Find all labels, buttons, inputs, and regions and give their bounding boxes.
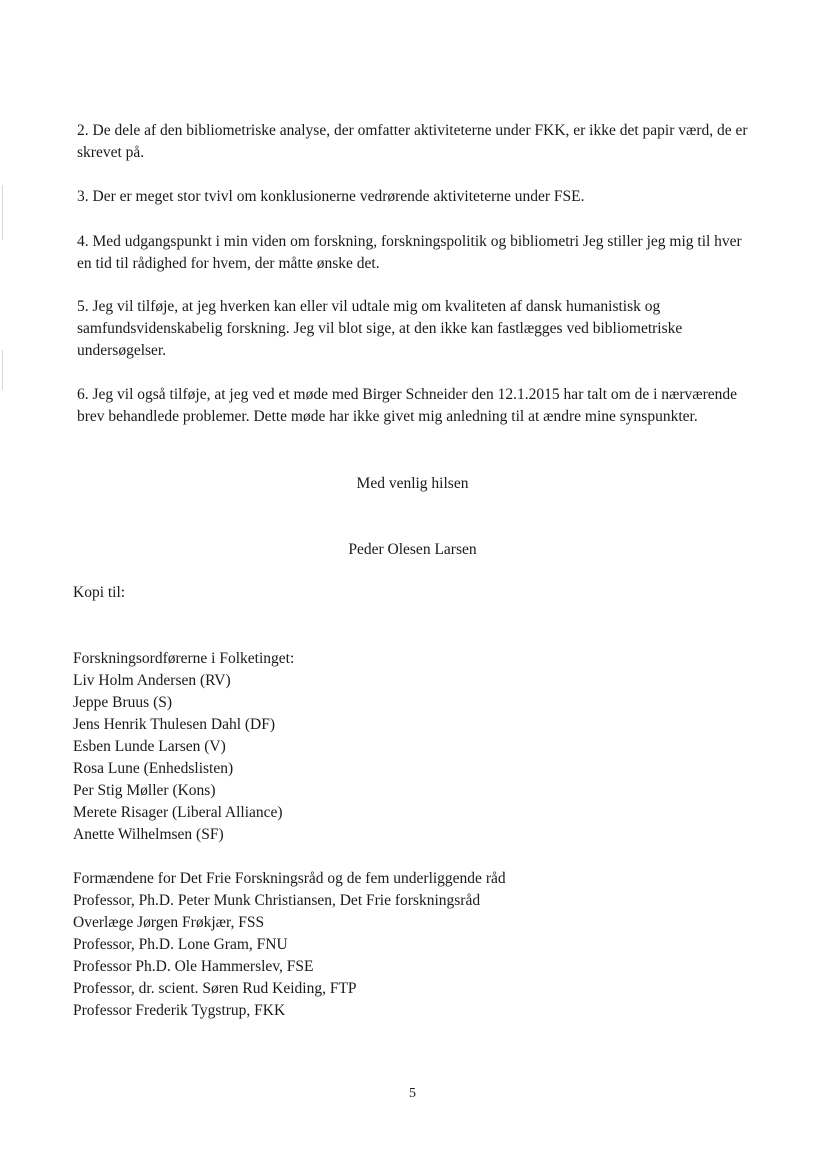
signature: Peder Olesen Larsen xyxy=(348,541,477,558)
scan-mark xyxy=(2,185,3,240)
recipient: Esben Lunde Larsen (V) xyxy=(73,738,226,755)
paragraph-2: 2. De dele af den bibliometriske analyse, der omfatter aktiviteterne under FKK, er ikke det papir værd, de er skrevet på. xyxy=(77,122,748,161)
paragraph-4: 4. Med udgangspunkt i min viden om forskning, forskningspolitik og bibliometri Jeg stiller jeg mig til hver en tid til rådighed for hvem, der måtte ønske det. xyxy=(77,233,742,272)
recipient: Professor, Ph.D. Lone Gram, FNU xyxy=(73,936,288,953)
recipient: Jens Henrik Thulesen Dahl (DF) xyxy=(73,716,276,733)
page-number: 5 xyxy=(409,1086,416,1101)
recipient-group-heading: Formændene for Det Frie Forskningsråd og de fem underliggende råd xyxy=(73,870,506,887)
paragraph-6: 6. Jeg vil også tilføje, at jeg ved et møde med Birger Schneider den 12.1.2015 har talt om de i nærværende brev behandlede problemer. Dette møde har ikke givet mig anledning til at ændre mine synspunkter. xyxy=(77,386,738,425)
recipient: Liv Holm Andersen (RV) xyxy=(73,672,231,689)
recipient: Professor Ph.D. Ole Hammerslev, FSE xyxy=(73,958,314,975)
recipient: Rosa Lune (Enhedslisten) xyxy=(73,760,234,777)
scan-mark xyxy=(2,350,3,390)
copy-heading: Kopi til: xyxy=(73,584,126,601)
recipient: Per Stig Møller (Kons) xyxy=(73,782,216,799)
paragraph-5: 5. Jeg vil tilføje, at jeg hverken kan eller vil udtale mig om kvaliteten af dansk humanistisk og samfundsvidenskabelig forskning. Jeg vil blot sige, at den ikke kan fastlægges ved bibliometriske undersøgelser. xyxy=(77,298,683,359)
recipient: Anette Wilhelmsen (SF) xyxy=(73,826,224,843)
recipient-group-heading: Forskningsordførerne i Folketinget: xyxy=(73,650,295,667)
closing-greeting: Med venlig hilsen xyxy=(356,475,469,492)
recipient: Jeppe Bruus (S) xyxy=(73,694,173,711)
recipient: Overlæge Jørgen Frøkjær, FSS xyxy=(73,914,265,931)
paragraph-3: 3. Der er meget stor tvivl om konklusionerne vedrørende aktiviteterne under FSE. xyxy=(77,188,585,205)
recipient: Merete Risager (Liberal Alliance) xyxy=(73,804,283,821)
recipient: Professor Frederik Tygstrup, FKK xyxy=(73,1002,286,1019)
recipient: Professor, dr. scient. Søren Rud Keiding, FTP xyxy=(73,980,357,997)
recipient: Professor, Ph.D. Peter Munk Christiansen, Det Frie forskningsråd xyxy=(73,892,481,909)
